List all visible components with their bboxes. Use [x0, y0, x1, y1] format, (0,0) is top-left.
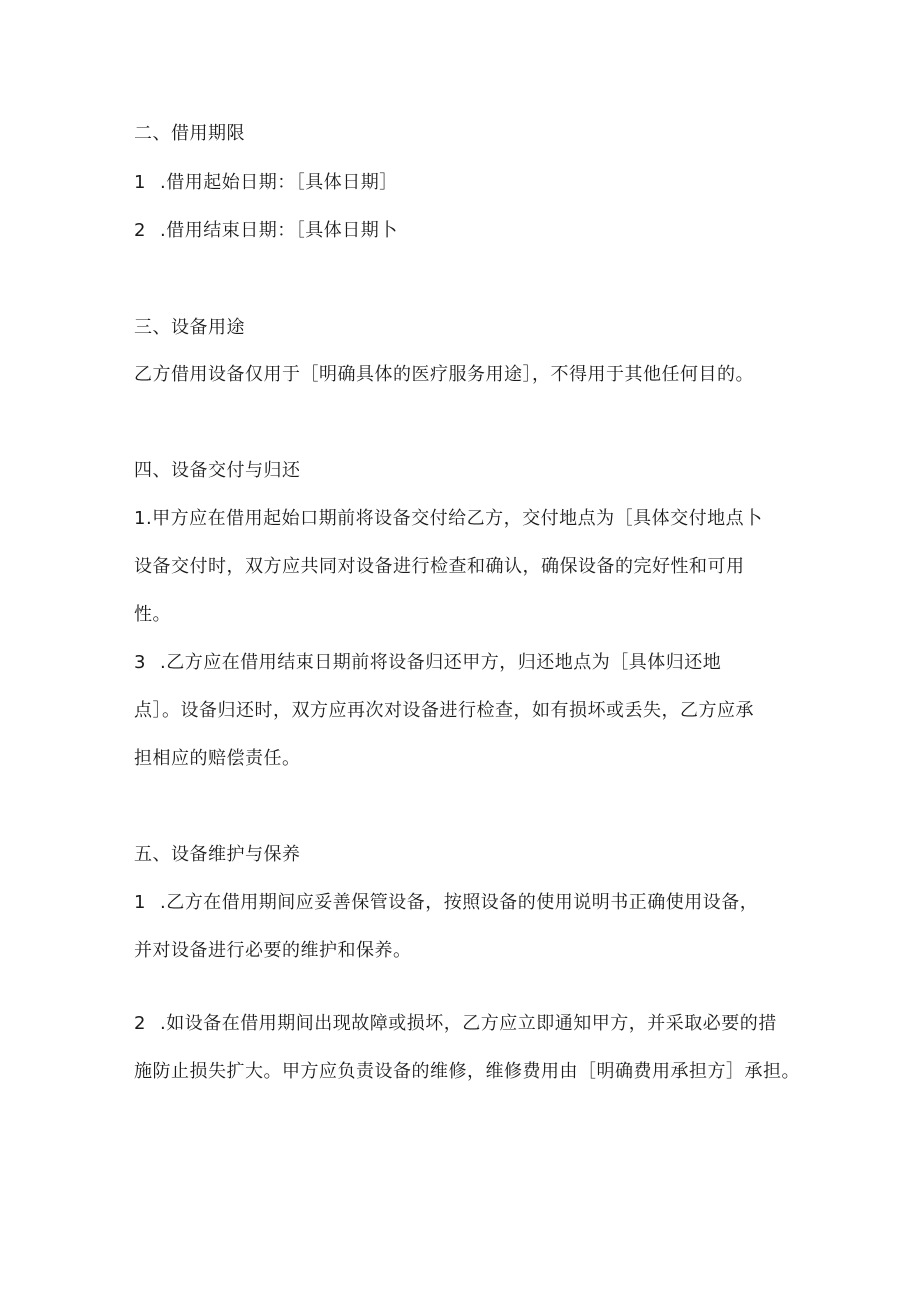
- section-2-heading: 二、借用期限: [134, 123, 245, 144]
- section-4-item-3-line-2: 点］。设备归还时，双方应再次对设备进行检查，如有损坏或丢失，乙方应承: [134, 700, 754, 721]
- section-5-item-2-line-1: [134, 1012, 777, 1036]
- item-text: .如设备在借用期间出现故障或损坏，乙方应立即通知甲方，并采取必要的措: [160, 1013, 777, 1034]
- section-5-item-1-line-1: [134, 891, 758, 915]
- item-number: 3: [134, 652, 146, 673]
- section-5-item-2-line-2: 施防止损失扩大。甲方应负责设备的维修，维修费用由［明确费用承担方］承担。: [134, 1061, 800, 1082]
- section-3-body: 乙方借用设备仅用于［明确具体的医疗服务用途］，不得用于其他任何目的。: [134, 364, 754, 385]
- item-text: .乙方在借用期间应妥善保管设备，按照设备的使用说明书正确使用设备，: [160, 892, 759, 913]
- section-4-heading: 四、设备交付与归还: [134, 460, 301, 481]
- section-4-item-1-line-3: 性。: [134, 604, 171, 625]
- section-5-heading: 五、设备维护与保养: [134, 844, 301, 865]
- section-2-item-2: [134, 219, 398, 243]
- section-4-item-1-line-1: 1.甲方应在借用起始口期前将设备交付给乙方，交付地点为［具体交付地点卜: [134, 508, 763, 529]
- item-number: 2: [134, 220, 146, 241]
- section-4-item-1-line-2: 设备交付时，双方应共同对设备进行检查和确认，确保设备的完好性和可用: [134, 556, 745, 577]
- section-5-item-1-line-2: 并对设备进行必要的维护和保养。: [134, 940, 412, 961]
- section-4-item-3-line-3: 担相应的赔偿责任。: [134, 748, 301, 769]
- section-4-item-3-line-1: [134, 651, 721, 675]
- item-text: .乙方应在借用结束日期前将设备归还甲方，归还地点为［具体归还地: [160, 652, 722, 673]
- item-number: 2: [134, 1013, 146, 1034]
- item-number: 1: [134, 172, 146, 193]
- item-number: 1: [134, 892, 146, 913]
- item-text: .借用起始日期：［具体日期］: [160, 172, 398, 193]
- section-3-heading: 三、设备用途: [134, 317, 245, 338]
- item-text: .借用结束日期：［具体日期卜: [160, 220, 398, 241]
- section-2-item-1: [134, 171, 398, 195]
